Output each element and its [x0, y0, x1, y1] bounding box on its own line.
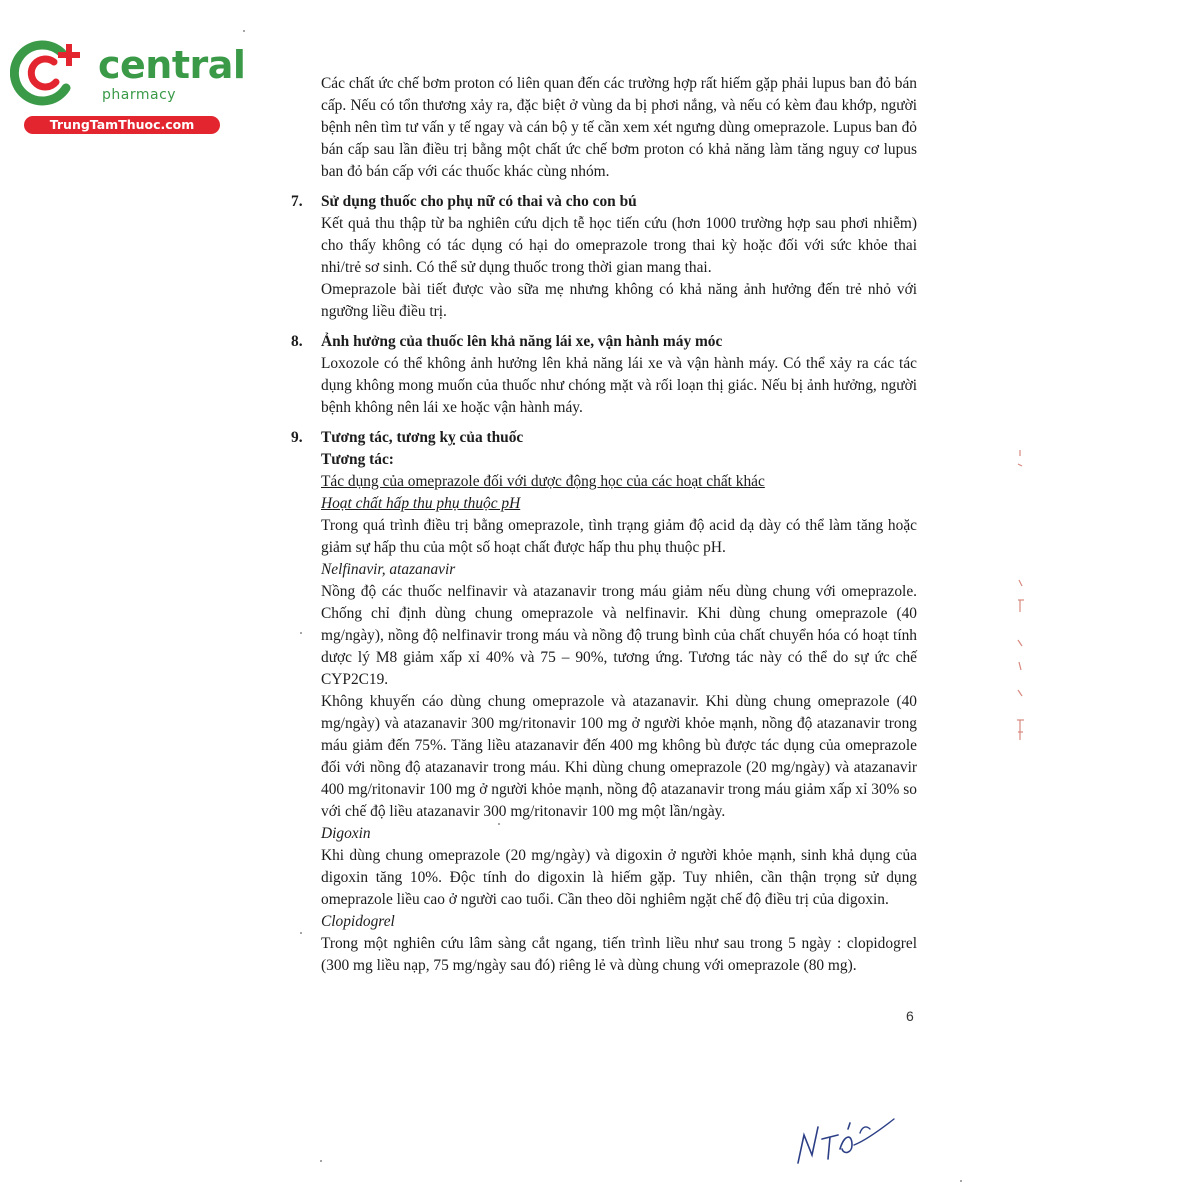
underlined-heading: Tác dụng của omeprazole đối với dược động học của các hoạt chất khác [321, 473, 765, 490]
scan-speck [498, 823, 500, 825]
subsection-title: Tương tác: [321, 451, 394, 468]
paragraph: Loxozole có thể không ảnh hưởng lên khả năng lái xe và vận hành máy. Có thể xảy ra các tác dụng không mong muốn của thuốc như chóng mặt và rối loạn thị giác. Nếu bị ảnh hưởng, người bệnh không nên lái xe hoặc vận hành máy. [321, 355, 917, 416]
section-8 [291, 331, 917, 419]
paragraph: Omeprazole bài tiết được vào sữa mẹ nhưng không có khả năng ảnh hưởng đến trẻ nhỏ với ngưỡng liều điều trị. [321, 281, 917, 320]
paragraph: Trong một nghiên cứu lâm sàng cắt ngang, tiến trình liều như sau trong 5 ngày : clopidogrel (300 mg liều nạp, 75 mg/ngày sau đó) riêng lẻ và dùng chung với omeprazole (80 mg). [321, 935, 917, 974]
scan-speck [300, 632, 302, 634]
section-title: Sử dụng thuốc cho phụ nữ có thai và cho con bú [321, 193, 637, 210]
paragraph: Kết quả thu thập từ ba nghiên cứu dịch tễ học tiến cứu (hơn 1000 trường hợp sau phơi nhiễm) cho thấy không có tác dụng có hại do omeprazole trong thai kỳ hoặc đối với sức khỏe thai nhi/trẻ sơ sinh. Có thể sử dụng thuốc trong thời gian mang thai. [321, 215, 917, 276]
section-number: 7. [291, 193, 303, 210]
drug-heading-digoxin: Digoxin [321, 825, 371, 842]
handwritten-signature [790, 1105, 900, 1170]
drug-heading-clopidogrel: Clopidogrel [321, 913, 395, 930]
italic-underlined-heading: Hoạt chất hấp thu phụ thuộc pH [321, 495, 521, 512]
scan-speck [300, 932, 302, 934]
paragraph: Không khuyến cáo dùng chung omeprazole và atazanavir. Khi dùng chung omeprazole (40 mg/ngày) và atazanavir 300 mg/ritonavir 100 mg ở người khỏe mạnh, nồng độ atazanavir trong máu giảm đến 75%. Tăng liều atazanavir đến 400 mg không bù được tác dụng của omeprazole đối với nồng độ atazanavir trong máu. Khi dùng chung omeprazole (20 mg/ngày) và atazanavir 400 mg/ritonavir 100 mg ở người khỏe mạnh, nồng độ atazanavir trong máu giảm xấp xỉ 30% so với chế độ liều atazanavir 300 mg/ritonavir 100 mg một lần/ngày. [321, 693, 917, 820]
red-stamp-marks [1006, 440, 1036, 760]
paragraph: Nồng độ các thuốc nelfinavir và atazanavir trong máu giảm nếu dùng chung với omeprazole. Chống chỉ định dùng chung omeprazole và nelfinavir. Khi dùng chung omeprazole (40 mg/ngày), nồng độ nelfinavir trong máu và nồng độ trung bình của chất chuyển hóa có hoạt tính dược lý M8 giảm xấp xỉ 40% và 75 – 90%, tương ứng. Tương tác này có thể do sự ức chế CYP2C19. [321, 583, 917, 688]
section-9 [291, 427, 917, 977]
section-number: 8. [291, 333, 303, 350]
scan-speck [320, 1160, 322, 1162]
drug-heading-nelfinavir: Nelfinavir, atazanavir [321, 561, 456, 578]
page-number: 6 [906, 1008, 914, 1024]
brand-name: central [98, 43, 246, 87]
paragraph: Trong quá trình điều trị bằng omeprazole, tình trạng giảm độ acid dạ dày có thể làm tăng hoặc giảm sự hấp thu của một số hoạt chất được hấp thu phụ thuộc pH. [321, 517, 917, 556]
scan-speck [960, 1180, 962, 1182]
section-number: 9. [291, 429, 303, 446]
scan-speck [243, 30, 245, 32]
section-title: Ảnh hưởng của thuốc lên khả năng lái xe, vận hành máy móc [321, 333, 723, 350]
document-body [291, 73, 917, 977]
brand-logo [10, 36, 246, 136]
section-7 [291, 191, 917, 323]
pharmacy-cross-logo-icon [10, 38, 88, 108]
brand-subtitle: pharmacy [102, 87, 177, 103]
section-title: Tương tác, tương kỵ của thuốc [321, 429, 524, 446]
brand-website-link[interactable]: TrungTamThuoc.com [24, 116, 220, 134]
paragraph: Khi dùng chung omeprazole (20 mg/ngày) và digoxin ở người khỏe mạnh, sinh khả dụng của digoxin tăng 10%. Độc tính do digoxin là hiếm gặp. Tuy nhiên, cần thận trọng sử dụng omeprazole liều cao ở người cao tuổi. Cần theo dõi nghiêm ngặt chế độ điều trị của digoxin. [321, 847, 917, 908]
intro-paragraph: Các chất ức chế bơm proton có liên quan đến các trường hợp rất hiếm gặp phải lupus ban đỏ bán cấp. Nếu có tổn thương xảy ra, đặc biệt ở vùng da bị phơi nắng, và nếu có kèm đau khớp, người bệnh nên tìm tư vấn y tế ngay và cán bộ y tế cần xem xét ngưng dùng omeprazole. Lupus ban đỏ bán cấp sau lần điều trị bằng một chất ức chế bơm proton có khả năng làm tăng nguy cơ lupus ban đỏ bán cấp với các thuốc khác cùng nhóm. [321, 75, 917, 180]
